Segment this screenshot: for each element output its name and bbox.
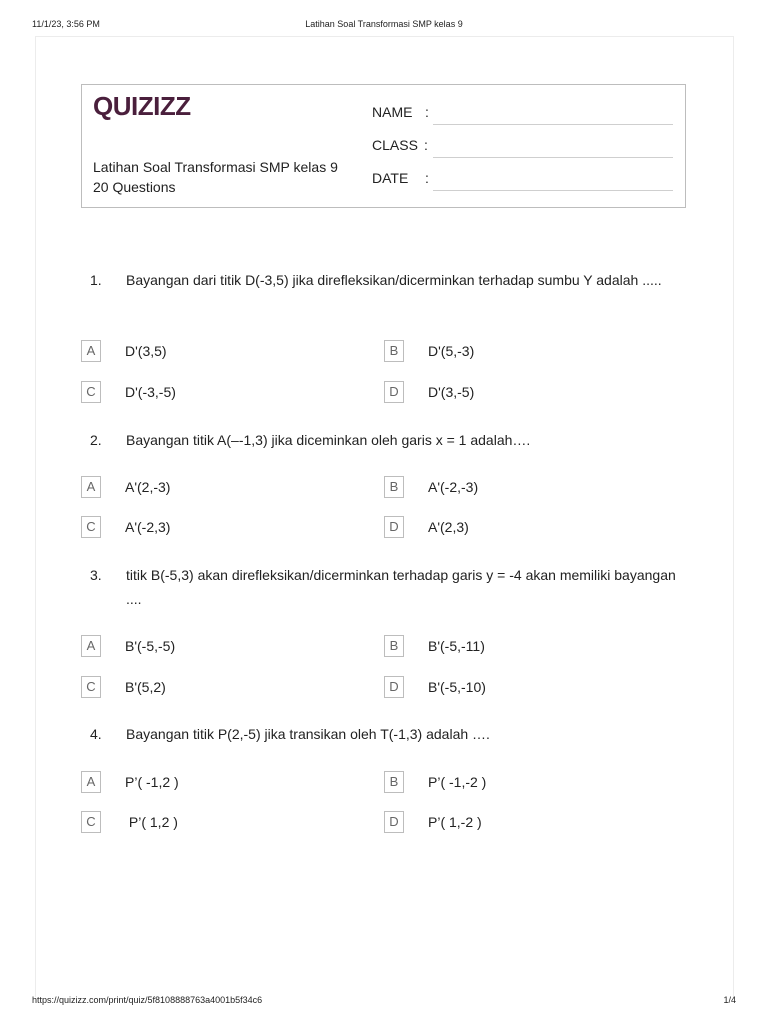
question-text: Bayangan dari titik D(-3,5) jika direfleksikan/dicerminkan terhadap sumbu Y adalah ..... — [126, 272, 662, 288]
question-text: titik B(-5,3) akan direfleksikan/dicerminkan terhadap garis y = -4 akan memiliki bayangan .... — [126, 567, 676, 607]
option-text: A'(-2,-3) — [428, 479, 479, 495]
page-number: 1/4 — [723, 995, 736, 1005]
option-letter: B — [384, 771, 404, 793]
print-datetime: 11/1/23, 3:56 PM — [32, 19, 100, 29]
class-colon: : — [424, 137, 428, 153]
option-letter: D — [384, 811, 404, 833]
question-number: 1. — [90, 272, 102, 288]
option-letter: B — [384, 476, 404, 498]
name-colon: : — [425, 104, 429, 120]
date-colon: : — [425, 170, 429, 186]
quiz-header-box — [81, 84, 686, 208]
option-letter: C — [81, 516, 101, 538]
option-letter: A — [81, 476, 101, 498]
option-letter: A — [81, 771, 101, 793]
question-count: 20 Questions — [93, 179, 176, 195]
class-field-line[interactable] — [433, 157, 673, 158]
option-letter: D — [384, 516, 404, 538]
option-text: P’( 1,-2 ) — [428, 814, 482, 830]
option-letter: C — [81, 381, 101, 403]
option-text: P’( 1,2 ) — [125, 814, 178, 830]
option-letter: C — [81, 811, 101, 833]
option-text: B'(-5,-11) — [428, 638, 485, 654]
option-text: A'(2,3) — [428, 519, 469, 535]
date-label: DATE — [372, 170, 409, 186]
option-text: D'(-3,-5) — [125, 384, 176, 400]
name-label: NAME — [372, 104, 413, 120]
option-letter: C — [81, 676, 101, 698]
option-text: A'(-2,3) — [125, 519, 171, 535]
print-url: https://quizizz.com/print/quiz/5f8108888763a4001b5f34c6 — [32, 995, 263, 1005]
question-number: 2. — [90, 432, 102, 448]
option-letter: A — [81, 340, 101, 362]
option-text: B'(-5,-5) — [125, 638, 176, 654]
option-letter: B — [384, 635, 404, 657]
option-letter: D — [384, 381, 404, 403]
option-letter: B — [384, 340, 404, 362]
print-title: Latihan Soal Transformasi SMP kelas 9 — [305, 19, 463, 29]
option-text: D'(3,5) — [125, 343, 167, 359]
question-number: 4. — [90, 726, 102, 742]
quiz-title: Latihan Soal Transformasi SMP kelas 9 — [93, 159, 338, 175]
option-text: B'(5,2) — [125, 679, 166, 695]
question-text: Bayangan titik P(2,-5) jika transikan oleh T(-1,3) adalah …. — [126, 726, 490, 742]
option-text: B'(-5,-10) — [428, 679, 486, 695]
quizizz-logo: QUIZIZZ — [93, 91, 191, 121]
option-text: D'(3,-5) — [428, 384, 475, 400]
question-number: 3. — [90, 567, 102, 583]
date-field-line[interactable] — [433, 190, 673, 191]
class-label: CLASS — [372, 137, 418, 153]
option-text: D'(5,-3) — [428, 343, 475, 359]
option-text: P’( -1,2 ) — [125, 774, 179, 790]
option-text: A'(2,-3) — [125, 479, 171, 495]
option-text: P’( -1,-2 ) — [428, 774, 487, 790]
option-letter: A — [81, 635, 101, 657]
option-letter: D — [384, 676, 404, 698]
question-text: Bayangan titik A(–-1,3) jika diceminkan oleh garis x = 1 adalah…. — [126, 432, 531, 448]
name-field-line[interactable] — [433, 124, 673, 125]
